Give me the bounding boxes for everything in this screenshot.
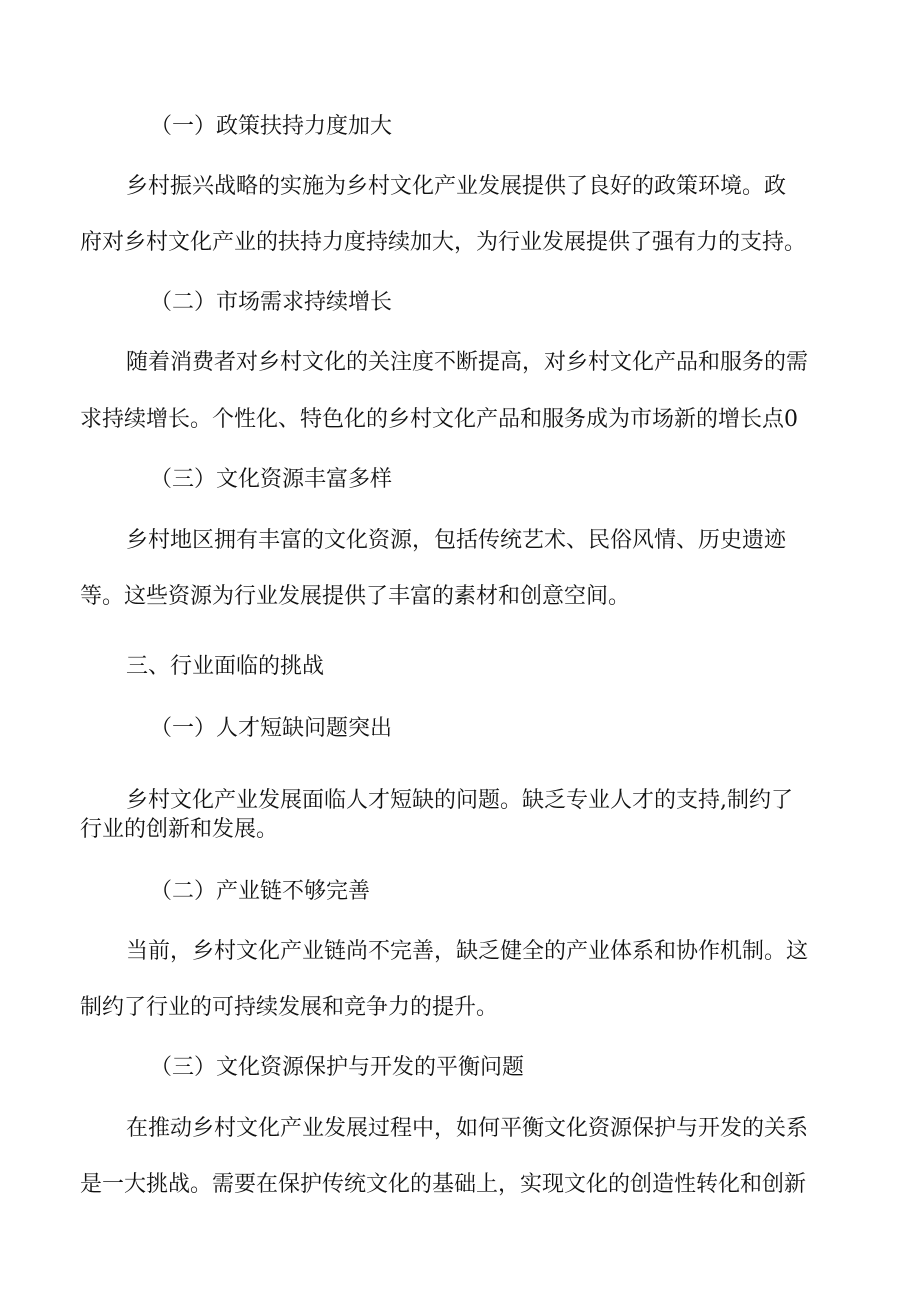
paragraph-line: 当前，乡村文化产业链尚不完善，缺乏健全的产业体系和协作机制。这 bbox=[126, 939, 809, 964]
paragraph-line: 是一大挑战。需要在保护传统文化的基础上，实现文化的创造性转化和创新 bbox=[80, 1172, 807, 1197]
paragraph-line: 求持续增长。个性化、特色化的乡村文化产品和服务成为市场新的增长点0 bbox=[80, 407, 798, 432]
subheading-talent-shortage: （一）人才短缺问题突出 bbox=[150, 716, 393, 741]
subheading-cultural-resources: （三）文化资源丰富多样 bbox=[150, 467, 393, 492]
subheading-protection-balance: （三）文化资源保护与开发的平衡问题 bbox=[150, 1055, 525, 1080]
paragraph-line: 制约了行业的可持续发展和竞争力的提升。 bbox=[80, 995, 499, 1020]
paragraph-line: 府对乡村文化产业的扶持力度持续加大，为行业发展提供了强有力的支持。 bbox=[80, 230, 807, 255]
paragraph-line: 乡村文化产业发展面临人才短缺的问题。缺乏专业人才的支持,制约了 bbox=[126, 788, 793, 813]
section-heading-challenges: 三、行业面临的挑战 bbox=[126, 654, 325, 679]
paragraph-line: 乡村振兴战略的实施为乡村文化产业发展提供了良好的政策环境。政 bbox=[126, 174, 787, 199]
paragraph-line: 等。这些资源为行业发展提供了丰富的素材和创意空间。 bbox=[80, 584, 631, 609]
paragraph-line: 随着消费者对乡村文化的关注度不断提高，对乡村文化产品和服务的需 bbox=[126, 350, 809, 375]
subheading-market-demand: （二）市场需求持续增长 bbox=[150, 290, 393, 315]
paragraph-line: 在推动乡村文化产业发展过程中，如何平衡文化资源保护与开发的关系 bbox=[126, 1116, 809, 1141]
subheading-industry-chain: （二）产业链不够完善 bbox=[150, 879, 371, 904]
paragraph-line: 乡村地区拥有丰富的文化资源，包括传统艺术、民俗风情、历史遗迹 bbox=[126, 528, 787, 553]
subheading-policy-support: （一）政策扶持力度加大 bbox=[150, 114, 393, 139]
paragraph-line: 行业的创新和发展。 bbox=[80, 817, 279, 842]
